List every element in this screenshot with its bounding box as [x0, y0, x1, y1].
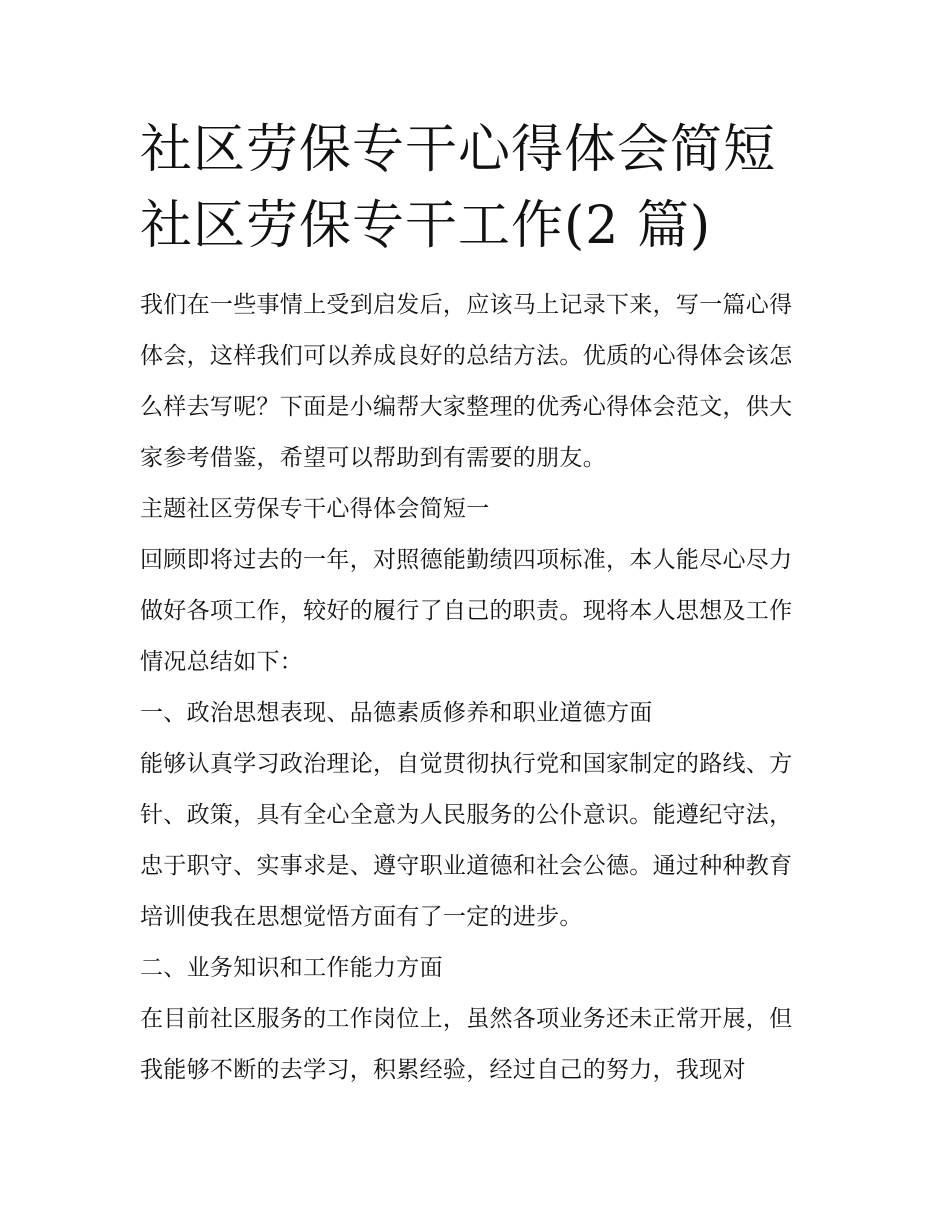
document-title: 社区劳保专干心得体会简短 社区劳保专干工作(2 篇) [140, 120, 777, 256]
document-content [140, 112, 812, 1096]
paragraph-business: 在目前社区服务的工作岗位上，虽然各项业务还未正常开展，但我能够不断的去学习，积累经验，经过自己的努力，我现对 [140, 1006, 793, 1083]
paragraph-subtitle: 主题社区劳保专干心得体会简短一 [140, 496, 490, 522]
paragraph-review: 回顾即将过去的一年，对照德能勤绩四项标准，本人能尽心尽力做好各项工作，较好的履行了自己的职责。现将本人思想及工作情况总结如下： [140, 547, 793, 675]
section-heading-2: 二、业务知识和工作能力方面 [140, 955, 443, 981]
section-heading-1: 一、政治思想表现、品德素质修养和职业道德方面 [140, 700, 653, 726]
document-body [140, 280, 812, 1096]
paragraph-intro: 我们在一些事情上受到启发后，应该马上记录下来，写一篇心得体会，这样我们可以养成良好的总结方法。优质的心得体会该怎么样去写呢？下面是小编帮大家整理的优秀心得体会范文，供大家参考借鉴，希望可以帮助到有需要的朋友。 [140, 292, 793, 471]
paragraph-political: 能够认真学习政治理论，自觉贯彻执行党和国家制定的路线、方针、政策，具有全心全意为人民服务的公仆意识。能遵纪守法，忠于职守、实事求是、遵守职业道德和社会公德。通过种种教育培训使我在思想觉悟方面有了一定的进步。 [140, 751, 793, 930]
